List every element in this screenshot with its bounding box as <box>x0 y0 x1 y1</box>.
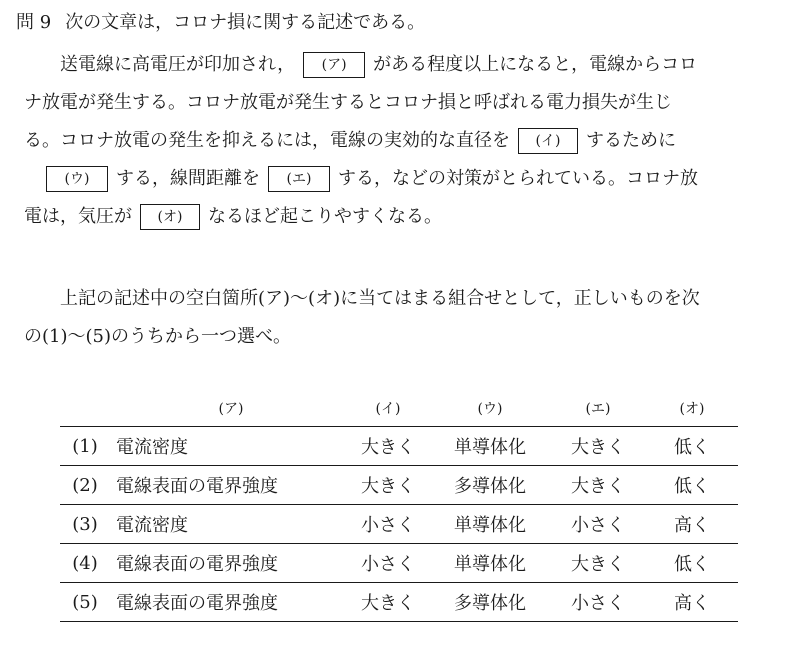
table-cell: 低く <box>646 466 738 505</box>
passage-line-1 <box>60 50 697 80</box>
table-cell: 電線表面の電界強度 <box>110 583 346 622</box>
table-cell: 大きく <box>346 466 430 505</box>
passage-line-4 <box>40 164 698 194</box>
header-cell <box>60 390 110 427</box>
table-cell: 低く <box>646 427 738 466</box>
question-title: 次の文章は，コロナ損に関する記述である。 <box>65 12 426 33</box>
header-cell: (エ) <box>585 401 611 417</box>
choice-number: (3) <box>60 505 110 544</box>
question-number: 問 9 <box>16 12 52 33</box>
choice-number: (2) <box>60 466 110 505</box>
table-cell: 単導体化 <box>430 505 550 544</box>
table-cell: 低く <box>646 544 738 583</box>
table-row <box>60 466 738 505</box>
blank-box-a: (ア) <box>303 52 365 78</box>
passage-text: がある程度以上になると，電線からコロ <box>373 54 698 75</box>
passage-text: 送電線に高電圧が印加され， <box>60 54 296 75</box>
instruction-line-2 <box>24 322 291 352</box>
header-cell: (イ) <box>375 401 401 417</box>
passage-text: ナ放電が発生する。コロナ放電が発生するとコロナ損と呼ばれる電力損失が生じ <box>24 92 672 113</box>
header-cell: (オ) <box>679 401 705 417</box>
table-cell: 高く <box>646 583 738 622</box>
table-cell: 小さく <box>550 583 646 622</box>
header-cell: (ウ) <box>477 401 503 417</box>
table-cell: 電線表面の電界強度 <box>110 466 346 505</box>
choice-number: (4) <box>60 544 110 583</box>
table-cell: 小さく <box>550 505 646 544</box>
header-cell: (ア) <box>218 401 244 417</box>
table-cell: 大きく <box>346 427 430 466</box>
table-cell: 電流密度 <box>110 505 346 544</box>
passage-text: する，線間距離を <box>116 168 260 189</box>
table-cell: 電線表面の電界強度 <box>110 544 346 583</box>
table-cell: 大きく <box>346 583 430 622</box>
blank-box-u: (ウ) <box>46 166 108 192</box>
table-cell: 単導体化 <box>430 427 550 466</box>
table-cell: 大きく <box>550 466 646 505</box>
table-header-row <box>60 390 738 427</box>
table-row <box>60 544 738 583</box>
table-cell: 大きく <box>550 427 646 466</box>
table-cell: 小さく <box>346 505 430 544</box>
table-row <box>60 427 738 466</box>
instruction-text: の(1)～(5)のうちから一つ選べ。 <box>24 326 291 347</box>
table-cell: 電流密度 <box>110 427 346 466</box>
table-cell: 多導体化 <box>430 466 550 505</box>
choice-number: (5) <box>60 583 110 622</box>
table-row <box>60 505 738 544</box>
passage-text: する，などの対策がとられている。コロナ放 <box>338 168 698 189</box>
table-cell: 単導体化 <box>430 544 550 583</box>
passage-text: なるほど起こりやすくなる。 <box>208 206 442 227</box>
table-cell: 小さく <box>346 544 430 583</box>
instruction-line-1 <box>60 284 700 314</box>
passage-text: る。コロナ放電の発生を抑えるには，電線の実効的な直径を <box>24 130 510 151</box>
answer-table <box>60 390 738 622</box>
blank-box-i: (イ) <box>518 128 578 154</box>
table-cell: 多導体化 <box>430 583 550 622</box>
choice-number: (1) <box>60 427 110 466</box>
passage-line-3 <box>24 126 676 156</box>
passage-text: するために <box>586 130 676 151</box>
table-row <box>60 583 738 622</box>
table-cell: 高く <box>646 505 738 544</box>
passage-line-2 <box>24 88 672 118</box>
blank-box-e: (エ) <box>268 166 330 192</box>
blank-box-o: (オ) <box>140 204 200 230</box>
table-cell: 大きく <box>550 544 646 583</box>
question-header <box>16 10 425 36</box>
passage-line-5 <box>24 202 442 232</box>
instruction-text: 上記の記述中の空白箇所(ア)～(オ)に当てはまる組合せとして，正しいものを次 <box>60 288 700 309</box>
passage-text: 電は，気圧が <box>24 206 132 227</box>
